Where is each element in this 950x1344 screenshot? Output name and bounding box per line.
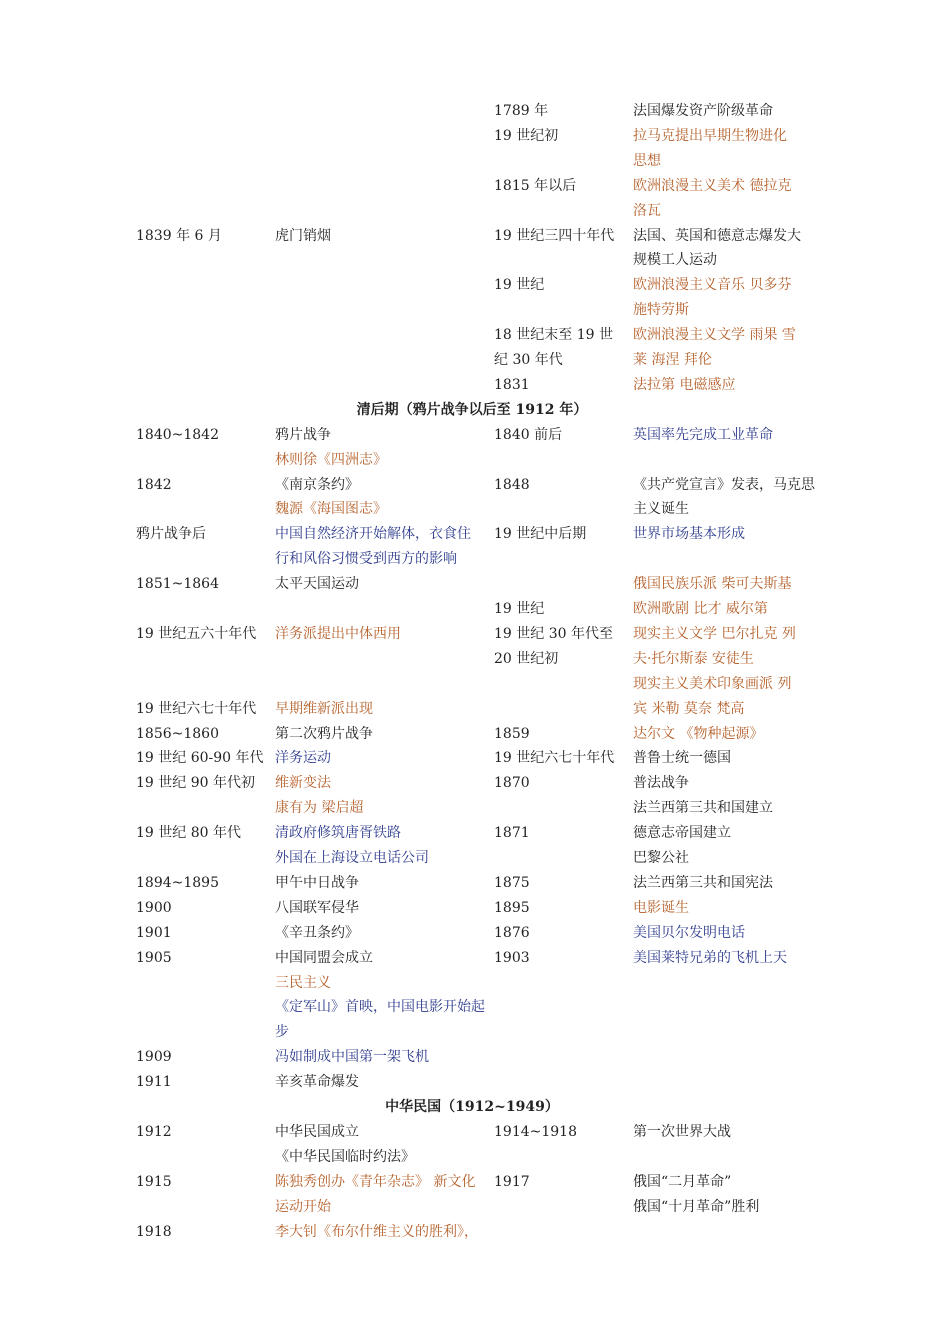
china-event-cell: 鸦片战争 [275, 426, 331, 443]
table-row [0, 896, 950, 921]
world-date-cell: 19 世纪三四十年代 [494, 227, 615, 244]
china-event-cell: 《南京条约》 [275, 476, 359, 493]
table-row [0, 1170, 950, 1195]
table-row [0, 1020, 950, 1045]
china-event-cell: 魏源《海国图志》 [275, 501, 387, 518]
china-date-cell: 1918 [136, 1223, 172, 1240]
china-event-cell: 辛亥革命爆发 [275, 1074, 359, 1091]
china-event-cell: 外国在上海设立电话公司 [275, 850, 429, 866]
table-row [0, 423, 950, 448]
table-row [0, 547, 950, 572]
china-event-cell: 洋务运动 [275, 750, 331, 767]
china-event-cell: 冯如制成中国第一架飞机 [275, 1049, 429, 1066]
china-event-cell: 运动开始 [275, 1198, 331, 1215]
china-date-cell: 19 世纪 80 年代 [136, 825, 241, 842]
world-date-cell: 18 世纪末至 19 世 [494, 327, 613, 344]
china-date-cell: 1840~1842 [136, 426, 219, 443]
china-date-cell: 1856~1860 [136, 725, 219, 742]
china-date-cell: 1909 [136, 1049, 172, 1066]
china-event-cell: 中国同盟会成立 [275, 949, 373, 966]
china-date-cell: 19 世纪六七十年代 [136, 700, 257, 717]
china-date-cell: 1911 [136, 1074, 172, 1091]
china-date-cell: 1894~1895 [136, 874, 219, 891]
china-event-cell: 甲午中日战争 [275, 874, 359, 891]
table-row [0, 921, 950, 946]
table-row [0, 174, 950, 199]
china-event-cell: 虎门销烟 [275, 227, 331, 244]
china-date-cell: 1842 [136, 476, 172, 493]
world-date-cell: 1871 [494, 825, 530, 842]
world-date-cell: 19 世纪 30 年代至 [494, 625, 613, 642]
world-event-cell: 普法战争 [633, 775, 689, 792]
world-event-cell: 莱 海涅 拜伦 [633, 352, 712, 368]
china-date-cell: 19 世纪 90 年代初 [136, 775, 255, 792]
china-event-cell: 《中华民国临时约法》 [275, 1148, 415, 1165]
world-event-cell: 电影诞生 [633, 899, 689, 916]
world-date-cell: 1840 前后 [494, 426, 563, 443]
world-event-cell: 德意志帝国建立 [633, 825, 731, 842]
world-date-cell: 1789 年 [494, 103, 549, 119]
table-row [0, 473, 950, 498]
table-row [0, 1070, 950, 1095]
world-event-cell: 俄国“二月革命” [633, 1173, 732, 1190]
china-date-cell: 19 世纪五六十年代 [136, 625, 257, 642]
table-row [0, 821, 950, 846]
world-date-cell: 1917 [494, 1173, 530, 1190]
table-row [0, 597, 950, 622]
table-row [0, 348, 950, 373]
section-heading: 中华民国（1912~1949） [385, 1099, 559, 1115]
table-row [0, 224, 950, 249]
world-event-cell: 法国、英国和德意志爆发大 [633, 227, 801, 244]
table-row [0, 622, 950, 647]
table-row [0, 1045, 950, 1070]
china-event-cell: 中华民国成立 [275, 1123, 359, 1140]
world-date-cell: 1876 [494, 924, 530, 941]
world-event-cell: 主义诞生 [633, 501, 689, 518]
world-event-cell: 洛瓦 [633, 202, 661, 219]
china-event-cell: 行和风俗习惯受到西方的影响 [275, 551, 457, 568]
table-row [0, 1195, 950, 1220]
table-row [0, 746, 950, 771]
table-row [0, 722, 950, 747]
table-row [0, 1145, 950, 1170]
world-event-cell: 欧洲浪漫主义文学 雨果 雪 [633, 327, 796, 344]
china-event-cell: 李大钊《布尔什维主义的胜利》， [275, 1223, 478, 1240]
world-event-cell: 规模工人运动 [633, 252, 717, 269]
world-date-cell: 19 世纪 [494, 277, 545, 294]
table-row [0, 871, 950, 896]
table-row [0, 248, 950, 273]
world-date-cell: 1831 [494, 376, 530, 393]
china-date-cell: 1912 [136, 1123, 172, 1140]
table-row [0, 124, 950, 149]
world-date-cell: 1875 [494, 874, 530, 891]
china-event-cell: 清政府修筑唐胥铁路 [275, 825, 401, 842]
world-event-cell: 普鲁士统一德国 [633, 750, 731, 767]
world-event-cell: 施特劳斯 [633, 302, 689, 319]
world-event-cell: 思想 [633, 152, 661, 169]
china-date-cell: 鸦片战争后 [136, 526, 206, 543]
world-event-cell: 美国莱特兄弟的飞机上天 [633, 949, 787, 966]
world-event-cell: 夫·托尔斯泰 安徒生 [633, 650, 754, 667]
table-row [0, 572, 950, 597]
world-event-cell: 法拉第 电磁感应 [633, 376, 736, 393]
world-event-cell: 《共产党宣言》发表，马克思 [633, 476, 815, 493]
world-event-cell: 达尔文 《物种起源》 [633, 725, 764, 742]
table-row [0, 497, 950, 522]
table-row [0, 323, 950, 348]
world-date-cell: 1848 [494, 476, 530, 493]
table-row [0, 448, 950, 473]
china-date-cell: 1900 [136, 899, 172, 916]
china-event-cell: 第二次鸦片战争 [275, 725, 373, 742]
world-date-cell: 1914~1918 [494, 1123, 577, 1140]
china-date-cell: 1905 [136, 949, 172, 966]
table-row [0, 995, 950, 1020]
table-row [0, 946, 950, 971]
china-date-cell: 1851~1864 [136, 576, 219, 593]
world-date-cell: 20 世纪初 [494, 650, 559, 667]
table-row [0, 99, 950, 124]
table-row [0, 771, 950, 796]
world-event-cell: 法兰西第三共和国建立 [633, 800, 773, 817]
china-date-cell: 19 世纪 60-90 年代 [136, 750, 264, 767]
china-event-cell: 林则徐《四洲志》 [275, 451, 387, 468]
table-row [0, 522, 950, 547]
china-date-cell: 1839 年 6 月 [136, 227, 222, 244]
table-row [0, 672, 950, 697]
table-row [0, 1220, 950, 1245]
world-event-cell: 俄国“十月革命”胜利 [633, 1198, 760, 1215]
china-event-cell: 《定军山》首映，中国电影开始起 [275, 999, 485, 1016]
china-event-cell: 中国自然经济开始解体，衣食住 [275, 526, 471, 543]
world-event-cell: 欧洲浪漫主义音乐 贝多芬 [633, 277, 792, 294]
world-date-cell: 19 世纪中后期 [494, 526, 587, 543]
world-date-cell: 1903 [494, 949, 530, 966]
world-event-cell: 世界市场基本形成 [633, 526, 745, 543]
world-event-cell: 俄国民族乐派 柴可夫斯基 [633, 576, 792, 593]
world-event-cell: 宾 米勒 莫奈 梵高 [633, 700, 745, 717]
table-row [0, 199, 950, 224]
world-date-cell: 纪 30 年代 [494, 352, 563, 368]
table-row [0, 647, 950, 672]
world-event-cell: 现实主义文学 巴尔扎克 列 [633, 625, 796, 642]
china-event-cell: 维新变法 [275, 775, 331, 792]
table-row [0, 796, 950, 821]
world-date-cell: 1895 [494, 899, 530, 916]
china-date-cell: 1915 [136, 1173, 172, 1190]
world-date-cell: 1815 年以后 [494, 177, 577, 194]
china-date-cell: 1901 [136, 924, 172, 941]
table-row [0, 846, 950, 871]
world-event-cell: 巴黎公社 [633, 850, 689, 866]
world-event-cell: 法国爆发资产阶级革命 [633, 103, 773, 119]
china-event-cell: 《辛丑条约》 [275, 924, 359, 941]
china-event-cell: 早期维新派出现 [275, 700, 373, 717]
world-event-cell: 美国贝尔发明电话 [633, 924, 745, 941]
world-event-cell: 英国率先完成工业革命 [633, 426, 773, 443]
world-event-cell: 现实主义美术印象画派 列 [633, 675, 792, 692]
table-row [0, 298, 950, 323]
china-event-cell: 太平天国运动 [275, 576, 359, 593]
table-row [0, 149, 950, 174]
table-row [0, 697, 950, 722]
world-event-cell: 第一次世界大战 [633, 1123, 731, 1140]
world-date-cell: 1859 [494, 725, 530, 742]
china-event-cell: 陈独秀创办《青年杂志》 新文化 [275, 1173, 476, 1190]
world-event-cell: 拉马克提出早期生物进化 [633, 127, 787, 144]
world-date-cell: 19 世纪初 [494, 127, 559, 144]
table-row [0, 373, 950, 398]
table-row [0, 971, 950, 996]
table-row [0, 273, 950, 298]
section-heading: 清后期（鸦片战争以后至 1912 年） [356, 401, 588, 418]
world-event-cell: 法兰西第三共和国宪法 [633, 874, 773, 891]
china-event-cell: 八国联军侵华 [275, 899, 359, 916]
world-event-cell: 欧洲浪漫主义美术 德拉克 [633, 177, 792, 194]
world-date-cell: 19 世纪 [494, 601, 545, 617]
china-event-cell: 洋务派提出中体西用 [275, 625, 401, 642]
world-event-cell: 欧洲歌剧 比才 威尔第 [633, 601, 768, 617]
world-date-cell: 1870 [494, 775, 530, 792]
world-date-cell: 19 世纪六七十年代 [494, 750, 615, 767]
china-event-cell: 三民主义 [275, 974, 331, 991]
china-event-cell: 步 [275, 1024, 289, 1041]
table-row [0, 1120, 950, 1145]
china-event-cell: 康有为 梁启超 [275, 800, 364, 817]
